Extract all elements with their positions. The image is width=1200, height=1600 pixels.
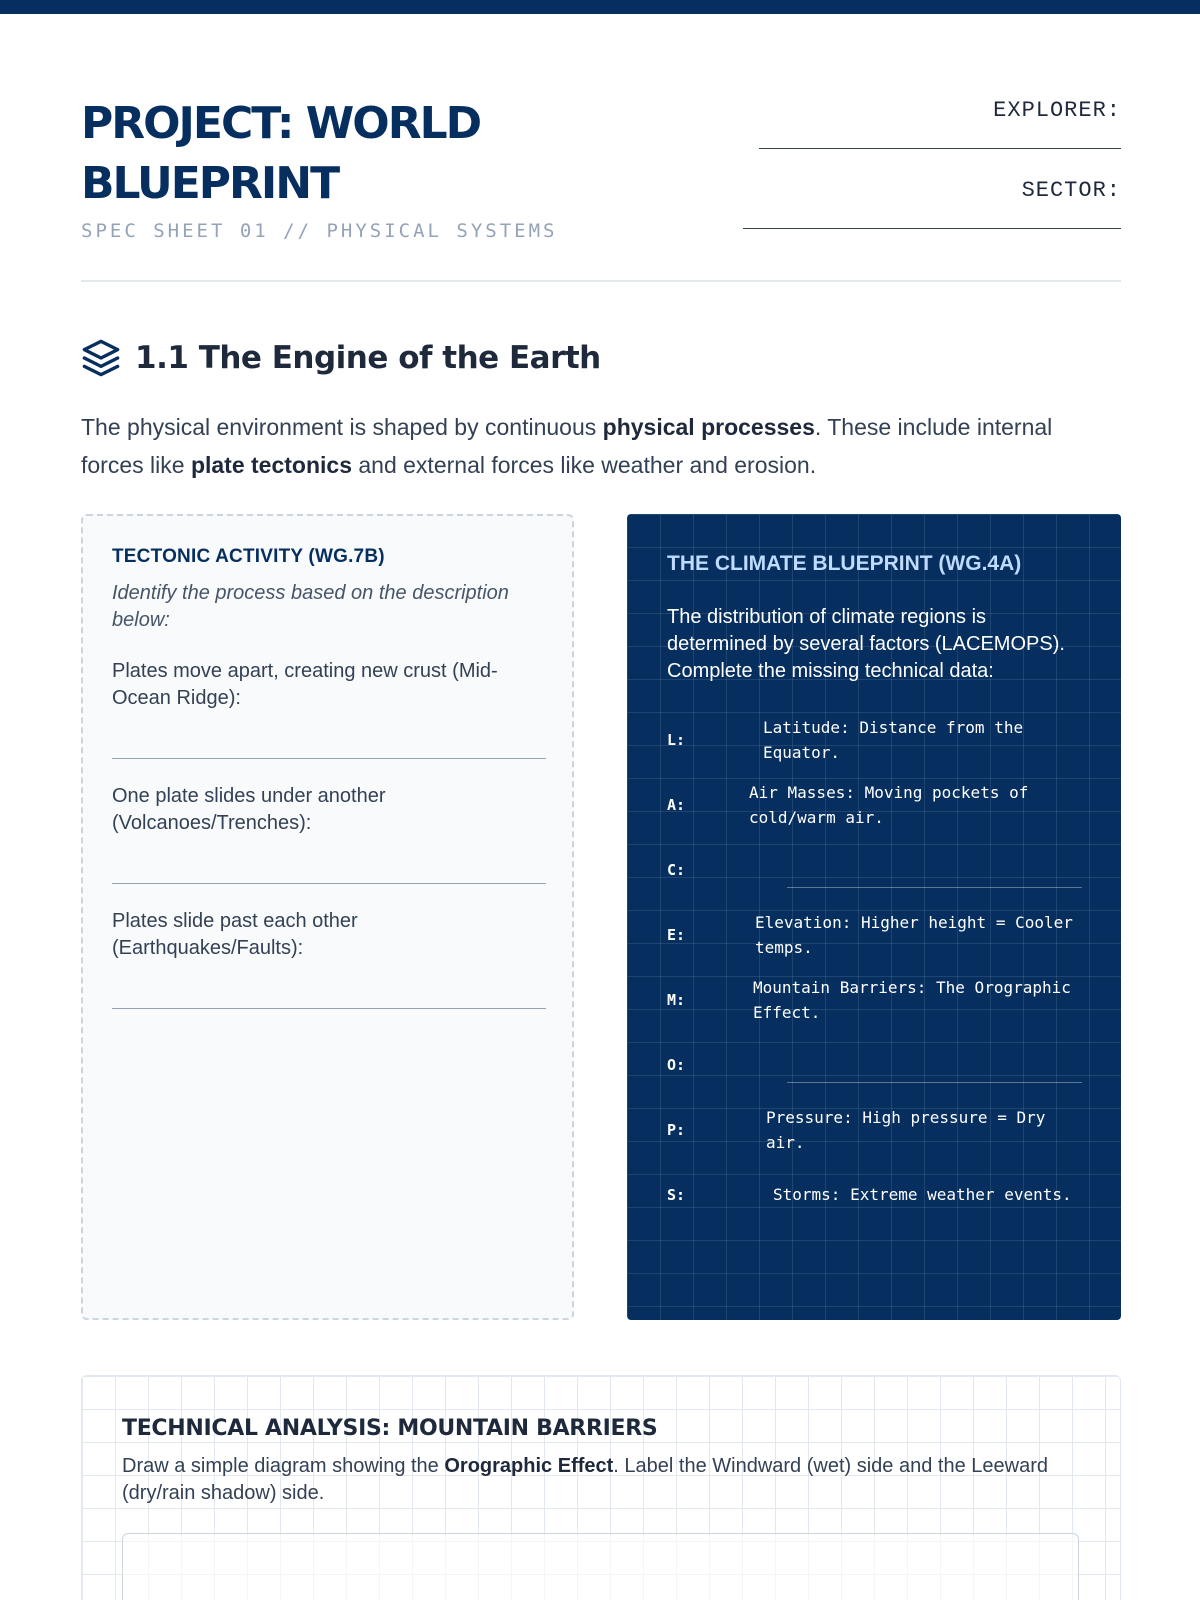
intro-text-1: The physical environment is shaped by continuous bbox=[81, 414, 603, 440]
sector-blank-line[interactable] bbox=[743, 228, 1121, 229]
technical-analysis-card bbox=[81, 1375, 1121, 1600]
factor-mountain-barriers bbox=[667, 967, 1081, 1032]
answer-line[interactable] bbox=[112, 883, 546, 884]
analysis-instructions bbox=[122, 1453, 1052, 1507]
tectonic-question-divergent bbox=[112, 658, 542, 759]
factor-text: Latitude: Distance from the Equator. bbox=[763, 717, 1024, 762]
analysis-text-2: . Label the Windward (wet) side and the Leeward (dry/rain shadow) side. bbox=[122, 1455, 1048, 1504]
sector-field[interactable] bbox=[743, 174, 1121, 254]
explorer-label: EXPLORER: bbox=[993, 98, 1121, 123]
factor-text: Air Masses: Moving pockets of cold/warm air. bbox=[749, 782, 1029, 827]
factor-elevation bbox=[667, 902, 1081, 967]
analysis-text-1: Draw a simple diagram showing the bbox=[122, 1455, 445, 1477]
section-title: 1.1 The Engine of the Earth bbox=[135, 340, 601, 376]
answer-line[interactable] bbox=[112, 1008, 546, 1009]
explorer-field[interactable] bbox=[743, 94, 1121, 174]
worksheet-header bbox=[81, 94, 1121, 242]
question-text: One plate slides under another (Volcanoes/Trenches): bbox=[112, 785, 386, 834]
question-text: Plates slide past each other (Earthquakes/Faults): bbox=[112, 910, 358, 959]
intro-bold-plate-tectonics: plate tectonics bbox=[190, 452, 352, 478]
climate-heading: THE CLIMATE BLUEPRINT (WG.4A) bbox=[667, 552, 1022, 575]
factor-latitude bbox=[667, 707, 1081, 772]
factor-text: Elevation: Higher height = Cooler temps. bbox=[755, 912, 1073, 957]
page-title: PROJECT: WORLD BLUEPRINT bbox=[81, 98, 481, 209]
analysis-title: TECHNICAL ANALYSIS: MOUNTAIN BARRIERS bbox=[122, 1416, 658, 1441]
tectonic-heading: TECTONIC ACTIVITY (WG.7B) bbox=[112, 546, 385, 567]
sector-label: SECTOR: bbox=[1021, 178, 1121, 203]
lacemops-list bbox=[667, 707, 1081, 1227]
diagram-drawing-area[interactable] bbox=[122, 1533, 1079, 1600]
intro-text-2: . These include internal forces like bbox=[81, 414, 1053, 478]
header-divider bbox=[81, 280, 1121, 282]
intro-bold-physical-processes: physical processes bbox=[602, 414, 815, 440]
factor-pressure bbox=[667, 1097, 1081, 1162]
explorer-sector-fields bbox=[743, 94, 1121, 254]
explorer-blank-line[interactable] bbox=[759, 148, 1121, 149]
factor-answer-line[interactable] bbox=[787, 1082, 1082, 1083]
climate-blueprint-card bbox=[627, 514, 1121, 1320]
section-heading bbox=[81, 338, 601, 378]
factor-letter: O: bbox=[667, 1055, 686, 1074]
factor-letter: C: bbox=[667, 860, 686, 879]
tectonic-activity-card bbox=[81, 514, 574, 1320]
factor-text: Storms: Extreme weather events. bbox=[773, 1185, 1072, 1204]
factor-letter: S: bbox=[667, 1185, 686, 1204]
factor-o-blank bbox=[667, 1032, 1081, 1097]
factor-letter: E: bbox=[667, 925, 686, 944]
question-text: Plates move apart, creating new crust (Mid-Ocean Ridge): bbox=[112, 660, 498, 709]
factor-text: Pressure: High pressure = Dry air. bbox=[766, 1107, 1046, 1152]
page-subtitle: SPEC SHEET 01 // PHYSICAL SYSTEMS bbox=[81, 220, 558, 242]
factor-letter: P: bbox=[667, 1120, 686, 1139]
analysis-bold-orographic: Orographic Effect bbox=[444, 1455, 614, 1477]
intro-text-3: and external forces like weather and erosion. bbox=[351, 452, 817, 478]
section-intro bbox=[81, 408, 1061, 484]
factor-letter: M: bbox=[667, 990, 686, 1009]
answer-line[interactable] bbox=[112, 758, 546, 759]
top-accent-bar bbox=[0, 0, 1200, 14]
tectonic-instructions: Identify the process based on the description below: bbox=[112, 582, 509, 631]
factor-air-masses bbox=[667, 772, 1081, 837]
factor-answer-line[interactable] bbox=[787, 887, 1082, 888]
factor-c-blank bbox=[667, 837, 1081, 902]
factor-letter: A: bbox=[667, 795, 686, 814]
layers-icon bbox=[81, 338, 121, 378]
tectonic-question-transform bbox=[112, 908, 542, 1009]
tectonic-question-convergent bbox=[112, 783, 542, 884]
factor-letter: L: bbox=[667, 730, 686, 749]
factor-text: Mountain Barriers: The Orographic Effect. bbox=[753, 977, 1071, 1022]
factor-storms bbox=[667, 1162, 1081, 1227]
climate-intro: The distribution of climate regions is determined by several factors (LACEMOPS). Complete the missing technical data: bbox=[667, 606, 1065, 682]
